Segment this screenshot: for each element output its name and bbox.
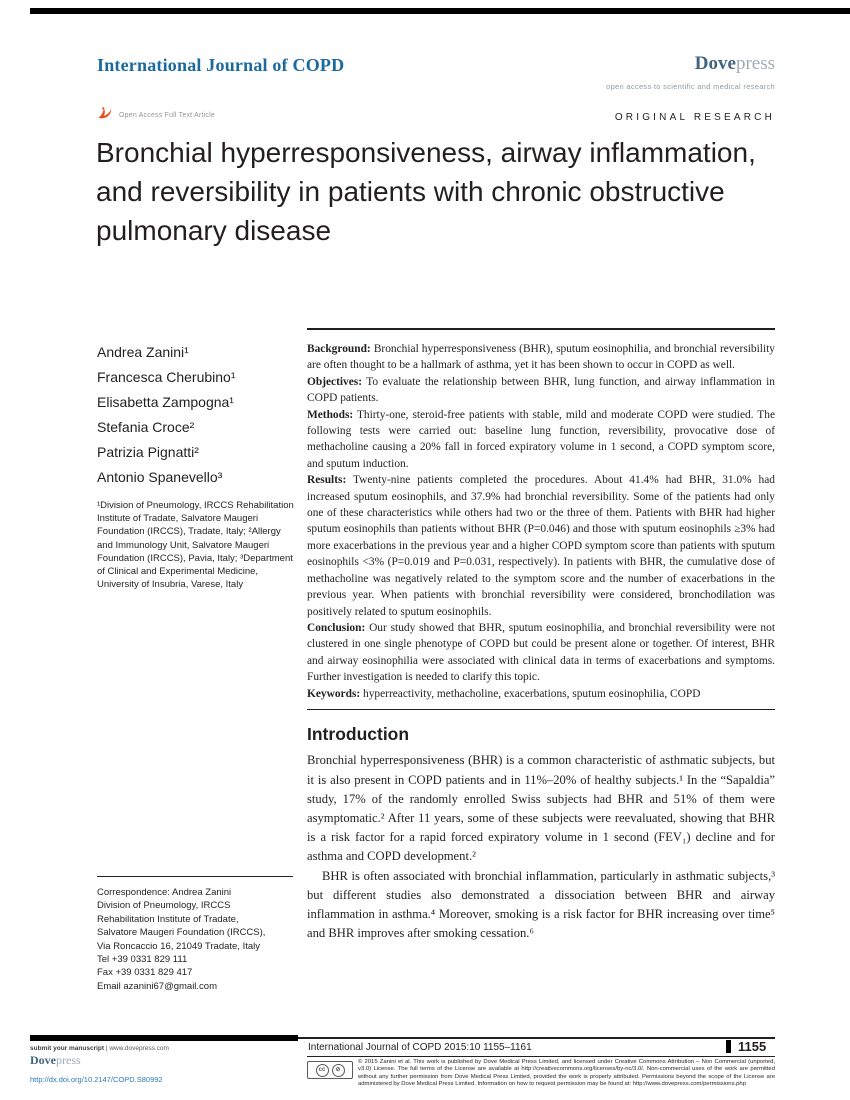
- journal-citation: International Journal of COPD 2015:10 1155–1161: [308, 1042, 532, 1053]
- dove-logo-icon: [96, 106, 113, 125]
- dovepress-logo: [695, 53, 775, 75]
- footer-logo-dove: Dove: [30, 1053, 56, 1067]
- abstract-background: [307, 341, 775, 374]
- correspondence-line: Via Roncaccio 16, 21049 Tradate, Italy: [97, 940, 261, 952]
- dovepress-url-link[interactable]: www.dovepress.com: [109, 1045, 169, 1052]
- abstract-text: hyperreactivity, methacholine, exacerbations, sputum eosinophilia, COPD: [360, 687, 701, 700]
- correspondence-line: Fax +39 0331 829 417: [97, 967, 193, 979]
- abstract-bottom-rule: [307, 709, 775, 711]
- footer-thick-bar: [30, 1035, 298, 1041]
- journal-tagline: open access to scientific and medical research: [606, 82, 775, 91]
- abstract-text: To evaluate the relationship between BHR, lung function, and airway inflammation in COPD patients.: [307, 375, 775, 405]
- correspondence-line: Correspondence: Andrea Zanini: [97, 887, 232, 898]
- abstract-label: Conclusion:: [307, 621, 366, 634]
- author-name: Francesca Cherubino¹: [97, 369, 236, 385]
- abstract-text: Our study showed that BHR, sputum eosinophilia, and bronchial reversibility were not clustered in one single phenotype of COPD but could be present alone or together. Of interest, BHR and airway eosinophilia were associated with clinical data in terms of exacerbations and symptoms. Further investigation is needed to clarify this topic.: [307, 621, 775, 684]
- author-name: Stefania Croce²: [97, 419, 195, 435]
- correspondence-line: Tel +39 0331 829 111: [97, 954, 188, 966]
- top-black-bar: [30, 8, 850, 14]
- journal-name: International Journal of COPD: [97, 55, 345, 75]
- correspondence-email: Email azanini67@gmail.com: [97, 980, 217, 992]
- cc-nc-icon: ⊘: [332, 1064, 345, 1077]
- submit-manuscript-label: submit your manuscript: [30, 1045, 105, 1052]
- abstract-objectives: [307, 374, 775, 407]
- page-number: 1155: [738, 1039, 767, 1054]
- correspondence-block: [97, 876, 293, 993]
- abstract-label: Keywords:: [307, 687, 361, 700]
- footer-logo-press: press: [56, 1053, 81, 1067]
- affiliations-text: ¹Division of Pneumology, IRCCS Rehabilitation Institute of Tradate, Salvatore Maugeri Foundation (IRCCS), Tradate, Italy; ²Allergy and Immunology Unit, Salvatore Maugeri Foundation (IRCCS), Pavia, Italy; ³Department of Clinical and Experimental Medicine, University of Insubria, Varese, Italy: [97, 500, 294, 591]
- open-access-label: Open Access Full Text Article: [119, 112, 215, 119]
- introduction-heading: Introduction: [307, 724, 410, 745]
- abstract-keywords: [307, 686, 775, 702]
- author-list: [97, 340, 295, 490]
- article-type-label: ORIGINAL RESEARCH: [614, 112, 775, 123]
- abstract-label: Objectives:: [307, 375, 363, 388]
- article-body-column: [307, 328, 775, 1034]
- cc-icon: cc: [316, 1064, 329, 1077]
- author-name: Patrizia Pignatti²: [97, 444, 199, 460]
- correspondence-line: Salvatore Maugeri Foundation (IRCCS),: [97, 927, 266, 939]
- abstract-text: Thirty-one, steroid-free patients with stable, mild and moderate COPD were studied. The following tests were carried out: baseline lung function, reversibility, provocative dose of methacholine causing a 20% fall in forced expiratory volume in 1 second, a COPD symptom score, and sputum induction.: [307, 408, 775, 470]
- abstract-top-rule: [307, 328, 775, 330]
- abstract-label: Methods:: [307, 408, 354, 421]
- dovepress-logo-press: press: [735, 53, 775, 74]
- footer-thin-rule: [298, 1037, 775, 1039]
- correspondence-line: Rehabilitation Institute of Tradate,: [97, 913, 239, 925]
- dovepress-logo-dove: Dove: [694, 53, 736, 74]
- introduction-paragraph: Bronchial hyperresponsiveness (BHR) is a common characteristic of asthmatic subjects, but it is also present in COPD patients and in 11%–20% of healthy subjects.¹ In the “Sapaldia” study, 17% of the randomly enrolled Swiss subjects had BHR and 51% of them were asymptomatic.² After 11 years, some of these subjects were reevaluated, showing that BHR is a risk factor for a rapid forced expiratory volume in 1 second (FEV₁) decline and for asthma and COPD development.²: [307, 753, 775, 864]
- abstract-conclusion: [307, 620, 775, 686]
- correspondence-line: Division of Pneumology, IRCCS: [97, 900, 231, 912]
- doi-link[interactable]: http://dx.doi.org/10.2147/COPD.S80992: [30, 1075, 163, 1084]
- author-name: Antonio Spanevello³: [97, 469, 223, 485]
- abstract: [307, 341, 775, 702]
- author-column: [97, 340, 295, 591]
- abstract-label: Background:: [307, 343, 371, 355]
- abstract-label: Results:: [307, 474, 347, 487]
- license-text: © 2015 Zanini et al. This work is published by Dove Medical Press Limited, and licensed under Creative Commons Attribution – Non Commercial (unported, v3.0) License. The full terms of the License are available at http://creativecommons.org/licenses/by-nc/3.0/. Non-commercial uses of the work are permitted without any further permission from Dove Medical Press Limited, provided the work is properly attributed. Permissions beyond the scope of the License are administered by Dove Medical Press Limited. Information on how to request permission may be found at: http://www.dovepress.com/permissions.php: [358, 1059, 775, 1088]
- author-name: Andrea Zanini¹: [97, 344, 189, 360]
- abstract-text: Twenty-nine patients completed the procedures. About 41.4% had BHR, 31.0% had increased sputum eosinophils, and 37.9% had bronchial reversibility. Some of the patients had only one of these characteristics while others had two or the three of them. Patients with BHR had higher sputum eosinophils than patients without BHR (P=0.046) and those with sputum eosinophils ≥3% had more exacerbations in the previous year and a higher COPD symptom score than patients with sputum eosinophils <3% (P=0.019 and P=0.031, respectively). In patients with BHR, the cumulative dose of methacholine was negatively related to the symptom score and the number of exacerbations in the previous year. When patients with bronchial reversibility were considered, bronchodilation was positively related to sputum eosinophils.: [307, 474, 775, 618]
- footer-separator: |: [104, 1045, 110, 1052]
- creative-commons-badge: [307, 1061, 353, 1079]
- footer-dovepress-logo: [30, 1053, 81, 1068]
- article-title: Bronchial hyperresponsiveness, airway inflammation, and reversibility in patients with chronic obstructive pulmonary disease: [96, 137, 756, 246]
- open-access-row: [96, 106, 215, 125]
- abstract-text: Bronchial hyperresponsiveness (BHR), sputum eosinophilia, and bronchial reversibility are often thought to be a hallmark of asthma, yet it has been shown to occur in COPD as well.: [307, 343, 775, 372]
- introduction-paragraph: BHR is often associated with bronchial inflammation, particularly in asthmatic subjects,³ but different studies also demonstrated a dissociation between BHR and airway inflammation in asthma.⁴ Moreover, smoking is a risk factor for BHR increasing over time⁵ and BHR improves after smoking cessation.⁶: [307, 868, 775, 941]
- footer-citation-rule: [307, 1056, 775, 1057]
- abstract-methods: [307, 407, 775, 473]
- footer-submit-line: [30, 1045, 169, 1052]
- page-number-bar: [726, 1040, 731, 1053]
- abstract-results: [307, 472, 775, 620]
- author-name: Elisabetta Zampogna¹: [97, 394, 234, 410]
